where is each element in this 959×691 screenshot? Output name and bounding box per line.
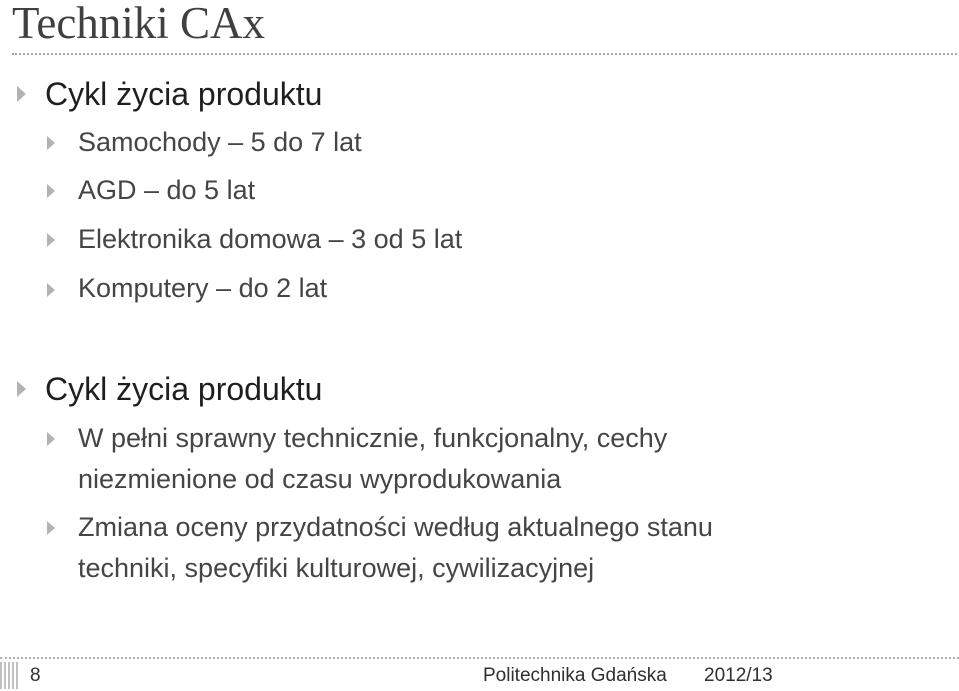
footer-divider xyxy=(0,657,959,659)
list-item: AGD – do 5 lat xyxy=(78,175,256,205)
triangle-bullet-icon xyxy=(47,136,55,150)
list-item-line: niezmienione od czasu wyprodukowania xyxy=(78,464,562,494)
section-heading: Cykl życia produktu xyxy=(45,76,323,112)
triangle-bullet-icon xyxy=(47,521,55,535)
footer-marker xyxy=(0,662,20,689)
list-item-line: W pełni sprawny technicznie, funkcjonalny, cechy xyxy=(78,423,668,453)
list-item: Elektronika domowa – 3 od 5 lat xyxy=(78,224,463,254)
slide-title: Techniki CAx xyxy=(12,0,266,48)
page-number: 8 xyxy=(30,665,41,686)
list-item-line: techniki, specyfiki kulturowej, cywilizacyjnej xyxy=(78,553,595,583)
triangle-bullet-icon xyxy=(47,432,55,446)
list-item: Komputery – do 2 lat xyxy=(78,273,328,303)
list-item: Samochody – 5 do 7 lat xyxy=(78,127,362,157)
triangle-bullet-icon xyxy=(47,233,55,247)
footer-institution: Politechnika Gdańska xyxy=(483,665,667,686)
title-divider xyxy=(12,53,957,55)
triangle-bullet-icon xyxy=(17,381,26,397)
section-heading: Cykl życia produktu xyxy=(45,371,323,407)
list-item-line: Zmiana oceny przydatności według aktualnego stanu xyxy=(78,512,713,542)
triangle-bullet-icon xyxy=(47,184,55,198)
triangle-bullet-icon xyxy=(47,283,55,297)
footer-year: 2012/13 xyxy=(704,665,773,686)
triangle-bullet-icon xyxy=(17,86,26,102)
